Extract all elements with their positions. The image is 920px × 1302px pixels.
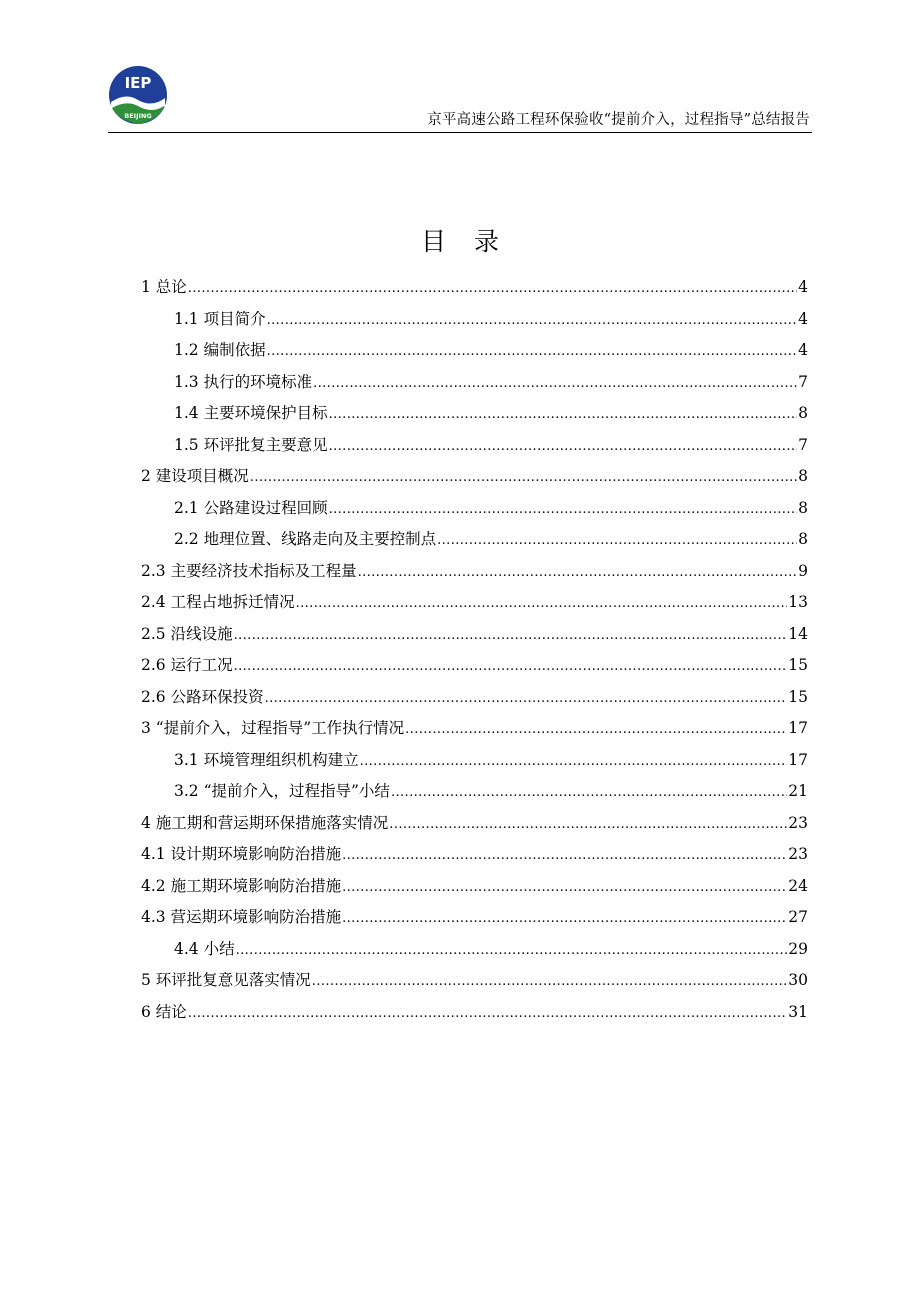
- toc-entry[interactable]: [174, 398, 808, 429]
- toc-dot-leader: [342, 872, 787, 903]
- toc-entry[interactable]: [174, 335, 808, 366]
- toc-entry[interactable]: [141, 461, 808, 492]
- toc-entry[interactable]: [141, 587, 808, 618]
- toc-entry[interactable]: [141, 650, 808, 681]
- toc-entry[interactable]: [141, 839, 808, 870]
- toc-entry-page: 8: [798, 530, 808, 548]
- toc-entry-page: 14: [788, 624, 808, 643]
- toc-entry-title: 3.2 “提前介入，过程指导”小结: [174, 782, 390, 800]
- toc-entry[interactable]: [141, 808, 808, 839]
- toc-entry-page: 24: [788, 876, 808, 895]
- toc-dot-leader: [267, 305, 798, 336]
- toc-entry-title: 1 总论: [141, 278, 187, 296]
- toc-dot-leader: [342, 903, 787, 934]
- toc-entry-title: 2.1 公路建设过程回顾: [174, 498, 328, 517]
- toc-dot-leader: [188, 273, 797, 304]
- toc-entry-title: 4.4 小结: [174, 939, 235, 958]
- toc-entry-title: 2.6 公路环保投资: [141, 687, 264, 706]
- logo-subtext: BEIJING: [124, 112, 152, 120]
- toc-entry-title: 2.4 工程占地拆迁情况: [141, 593, 295, 611]
- toc-entry[interactable]: [174, 493, 808, 524]
- toc-entry-page: 9: [798, 561, 808, 580]
- toc-entry-page: 4: [798, 309, 808, 328]
- toc-entry-page: 4: [798, 341, 808, 359]
- toc-dot-leader: [188, 998, 787, 1029]
- toc-dot-leader: [329, 494, 798, 525]
- toc-entry[interactable]: [174, 524, 808, 555]
- toc-entry-page: 23: [788, 813, 808, 832]
- toc-entry[interactable]: [174, 934, 808, 965]
- toc-entry-page: 31: [788, 1002, 808, 1021]
- toc-entry[interactable]: [141, 965, 808, 996]
- toc-entry-page: 15: [788, 687, 808, 706]
- toc-entry[interactable]: [141, 871, 808, 902]
- toc-entry-page: 13: [788, 593, 808, 611]
- toc-entry[interactable]: [141, 902, 808, 933]
- toc-dot-leader: [267, 336, 798, 367]
- toc-entry-page: 30: [788, 971, 808, 989]
- toc-dot-leader: [250, 462, 797, 493]
- toc-entry-page: 17: [788, 719, 808, 737]
- toc-entry-title: 4.3 营运期环境影响防治措施: [141, 908, 342, 926]
- logo-text: IEP: [124, 74, 152, 92]
- header-title: 京平高速公路工程环保验收“提前介入，过程指导”总结报告: [427, 112, 810, 128]
- toc-entry-title: 4 施工期和营运期环保措施落实情况: [141, 813, 389, 832]
- toc-dot-leader: [234, 620, 788, 651]
- toc-dot-leader: [358, 557, 798, 588]
- toc-entry-title: 1.1 项目简介: [174, 309, 266, 328]
- toc-entry-title: 2 建设项目概况: [141, 467, 249, 485]
- toc-dot-leader: [329, 399, 798, 430]
- toc-dot-leader: [405, 714, 787, 745]
- toc-entry[interactable]: [174, 745, 808, 776]
- toc-entry[interactable]: [141, 997, 808, 1028]
- toc-entry-page: 7: [798, 372, 808, 391]
- toc-entry-page: 15: [788, 656, 808, 674]
- toc-entry-title: 3.1 环境管理组织机构建立: [174, 750, 359, 769]
- toc-entry[interactable]: [174, 776, 808, 807]
- toc-entry-page: 8: [798, 467, 808, 485]
- toc-entry-page: 21: [788, 782, 808, 800]
- toc-entry[interactable]: [141, 619, 808, 650]
- toc-entry-title: 6 结论: [141, 1002, 187, 1021]
- toc-entry-page: 7: [798, 435, 808, 454]
- toc-entry[interactable]: [141, 556, 808, 587]
- toc-entry[interactable]: [174, 430, 808, 461]
- toc-dot-leader: [236, 935, 788, 966]
- toc-dot-leader: [234, 651, 788, 682]
- toc-entry-title: 2.2 地理位置、线路走向及主要控制点: [174, 530, 437, 548]
- toc-dot-leader: [391, 777, 787, 808]
- toc-entry-page: 29: [788, 939, 808, 958]
- toc-entry[interactable]: [174, 367, 808, 398]
- toc-dot-leader: [389, 809, 787, 840]
- toc-entry-title: 3 “提前介入，过程指导”工作执行情况: [141, 719, 405, 737]
- toc-entry-title: 1.5 环评批复主要意见: [174, 435, 328, 454]
- toc-entry-title: 4.1 设计期环境影响防治措施: [141, 845, 342, 863]
- toc-entry-title: 1.4 主要环境保护目标: [174, 404, 328, 422]
- toc-dot-leader: [313, 368, 797, 399]
- toc-entry-title: 2.6 运行工况: [141, 656, 233, 674]
- toc-entry-title: 2.3 主要经济技术指标及工程量: [141, 561, 357, 580]
- toc-entry[interactable]: [141, 682, 808, 713]
- toc-dot-leader: [360, 746, 788, 777]
- toc-entry-page: 8: [798, 498, 808, 517]
- toc-entry-page: 17: [788, 750, 808, 769]
- toc-entry-title: 5 环评批复意见落实情况: [141, 971, 311, 989]
- toc-dot-leader: [342, 840, 787, 871]
- toc-entry[interactable]: [141, 713, 808, 744]
- toc-dot-leader: [312, 966, 787, 997]
- iep-logo: [108, 62, 168, 128]
- toc-entry-title: 1.3 执行的环境标准: [174, 372, 313, 391]
- toc-entry-title: 4.2 施工期环境影响防治措施: [141, 876, 342, 895]
- toc-entry[interactable]: [141, 272, 808, 303]
- toc-entry-title: 1.2 编制依据: [174, 341, 266, 359]
- toc-entry-page: 8: [798, 404, 808, 422]
- toc-entry[interactable]: [174, 304, 808, 335]
- toc-entry-title: 2.5 沿线设施: [141, 624, 233, 643]
- toc-entry-page: 4: [798, 278, 808, 296]
- page-header: [108, 62, 812, 133]
- toc-dot-leader: [329, 431, 798, 462]
- toc-dot-leader: [265, 683, 788, 714]
- toc-title: 目 录: [421, 227, 509, 256]
- toc-entry-page: 27: [788, 908, 808, 926]
- toc-dot-leader: [437, 525, 797, 556]
- toc-dot-leader: [296, 588, 788, 619]
- toc-entry-page: 23: [788, 845, 808, 863]
